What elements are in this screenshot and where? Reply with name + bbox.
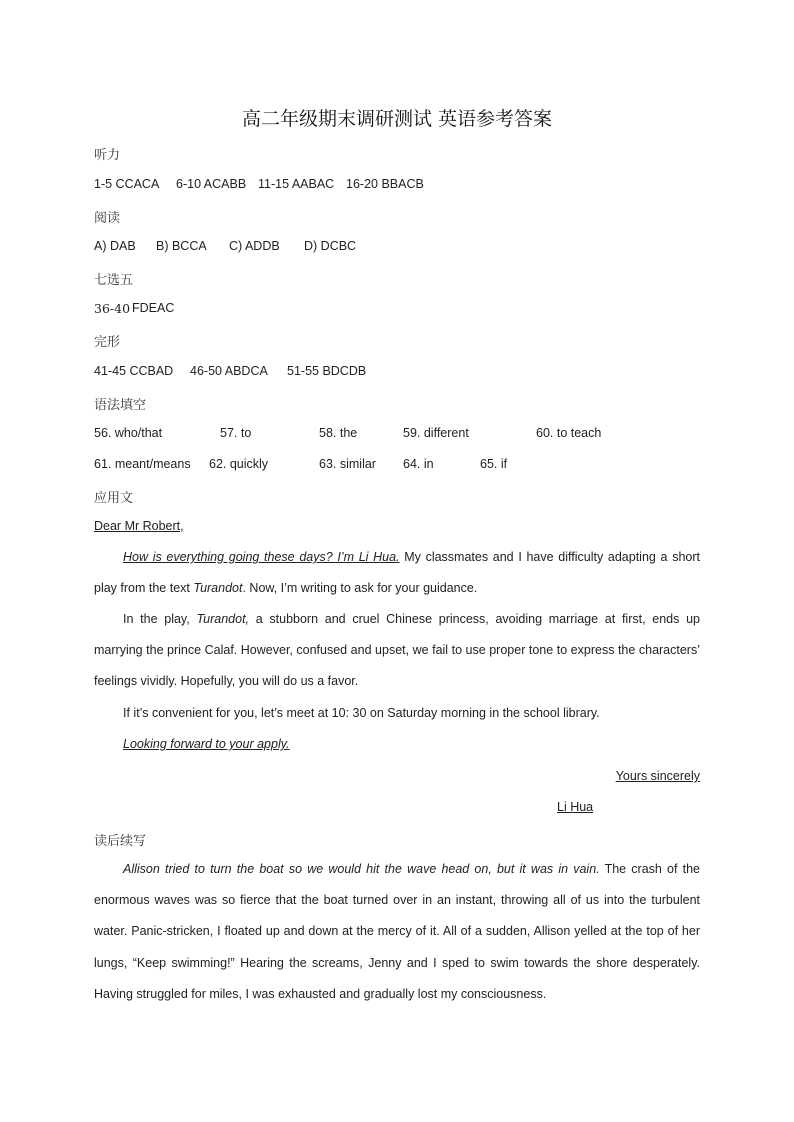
continuation-paragraph-1 <box>94 854 700 1010</box>
letter-p1-text-b: . Now, I’m writing to ask for your guidance. <box>242 581 478 596</box>
cloze-heading: 完形 <box>94 335 121 350</box>
grammar-answer-61: 61. meant/means <box>94 457 191 471</box>
listening-answer-2: 6-10 ACABB <box>176 177 247 191</box>
listening-answer-1: 1-5 CCACA <box>94 177 160 191</box>
seven-choose-five-letters: FDEAC <box>132 301 175 315</box>
letter-paragraph-4 <box>94 729 700 760</box>
grammar-heading: 语法填空 <box>94 398 147 413</box>
letter-closing-text: Yours sincerely <box>615 769 700 783</box>
letter-p2-text-a: In the play, <box>123 612 197 626</box>
letter-paragraph-3: If it’s convenient for you, let’s meet at 10: 30 on Saturday morning in the school library. <box>123 706 600 720</box>
letter-opening-sentence: How is everything going these days? I’m Li Hua. <box>123 550 400 564</box>
letter-p1-text-a: My classmates and I have difficulty adapting a short play from the text <box>94 550 700 596</box>
grammar-answer-56: 56. who/that <box>94 426 163 440</box>
continuation-p1-text: The crash of the enormous waves was so fierce that the boat turned over in an instant, throwing all of us into the turbulent water. Panic-stricken, I floated up and down at the mercy of it. All of a sudden, Allison yelled at the top of her lungs, “Keep swimming!” Hearing the screams, Jenny and I sped to swim towards the shore desperately. Having struggled for miles, I was exhausted and gradually lost my consciousness. <box>94 862 701 1001</box>
listening-answer-4: 16-20 BBACB <box>346 177 424 191</box>
letter-paragraph-2 <box>94 604 700 698</box>
listening-answer-3: 11-15 AABAC <box>258 177 335 191</box>
seven-choose-five-heading: 七选五 <box>94 273 134 288</box>
grammar-answer-63: 63. similar <box>319 457 376 471</box>
letter-signature <box>557 800 593 814</box>
letter-p1-title: Turandot <box>193 581 243 596</box>
grammar-answer-57: 57. to <box>220 426 252 440</box>
reading-answer-b: B) BCCA <box>156 239 207 253</box>
grammar-answer-58: 58. the <box>319 426 358 440</box>
practical-writing-heading: 应用文 <box>94 491 134 506</box>
letter-p2-text-b: a stubborn and cruel Chinese princess, avoiding marriage at first, ends up marrying the prince Calaf. However, confused and upset, we fail to use proper tone to express the characters’ feelings vividly. Hopefully, you will do us a favor. <box>94 612 700 689</box>
letter-paragraph-1 <box>94 542 700 604</box>
letter-salutation: Dear Mr Robert, <box>94 519 184 533</box>
seven-choose-five-range: 36-40 <box>94 301 131 316</box>
letter-closing <box>94 769 700 783</box>
letter-closing-sentence: Looking forward to your apply. <box>123 737 290 751</box>
grammar-answer-59: 59. different <box>403 426 469 440</box>
page-title: 高二年级期末调研测试 英语参考答案 <box>241 108 553 130</box>
continuation-writing-heading: 读后续写 <box>94 834 147 849</box>
cloze-answer-1: 41-45 CCBAD <box>94 364 174 378</box>
cloze-answer-2: 46-50 ABDCA <box>190 364 268 378</box>
letter-signature-text: Li Hua <box>557 800 594 814</box>
grammar-answer-62: 62. quickly <box>209 457 269 471</box>
grammar-answer-64: 64. in <box>403 457 434 471</box>
letter-p2-title: Turandot, <box>196 612 250 626</box>
reading-answer-c: C) ADDB <box>229 239 280 253</box>
grammar-answer-65: 65. if <box>480 457 508 471</box>
reading-answer-a: A) DAB <box>94 239 136 253</box>
reading-answer-d: D) DCBC <box>304 239 357 253</box>
continuation-opening-sentence: Allison tried to turn the boat so we would hit the wave head on, but it was in vain. <box>123 862 600 876</box>
cloze-answer-3: 51-55 BDCDB <box>287 364 367 378</box>
reading-heading: 阅读 <box>94 211 121 226</box>
grammar-answer-60: 60. to teach <box>536 426 602 440</box>
listening-heading: 听力 <box>94 148 121 163</box>
